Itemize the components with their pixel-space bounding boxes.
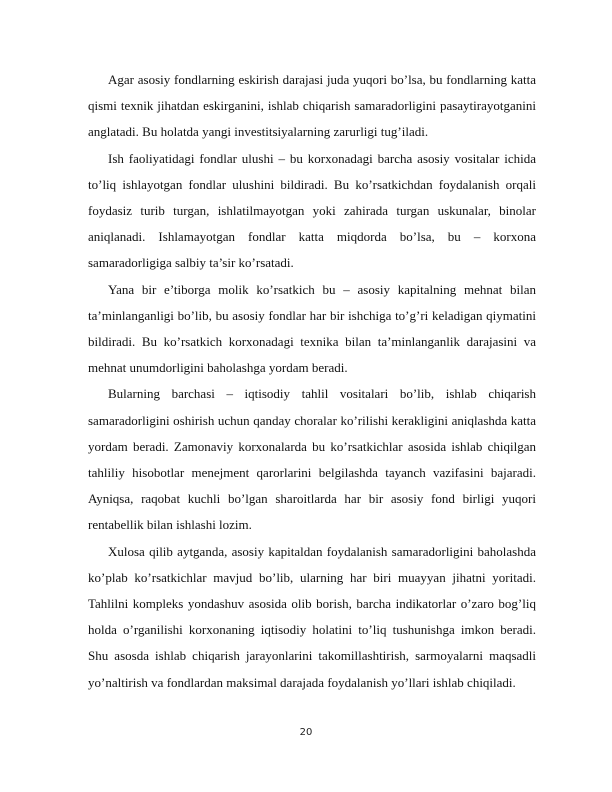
document-body	[88, 67, 536, 696]
paragraph-1: Agar asosiy fondlarning eskirish darajasi juda yuqori bo’lsa, bu fondlarning katta qismi texnik jihatdan eskirganini, ishlab chiqarish samaradorligini pasaytirayotganini anglatadi. Bu holatda yangi investitsiyalarning zarurligi tug’iladi.	[88, 72, 536, 140]
page-number: 20	[299, 727, 313, 738]
paragraph-2: Ish faoliyatidagi fondlar ulushi – bu korxonadagi barcha asosiy vositalar ichida to’liq ishlayotgan fondlar ulushini bildiradi. Bu ko’rsatkichdan foydalanish orqali foydasiz turib turgan, ishlatilmayotgan yoki zahirada turgan uskunalar, binolar aniqlanadi. Ishlamayotgan fondlar katta miqdorda bo’lsa, bu – korxona samaradorligiga salbiy ta’sir ko’rsatadi.	[88, 150, 536, 271]
paragraph-5: Xulosa qilib aytganda, asosiy kapitaldan foydalanish samaradorligini baholashda ko’plab ko’rsatkichlar mavjud bo’lib, ularning har biri muayyan jihatni yoritadi. Tahlilni kompleks yondashuv asosida olib borish, barcha indikatorlar o’zaro bog’liq holda o’rganilishi korxonaning iqtisodiy holatini to’liq tushunishga imkon beradi. Shu asosda ishlab chiqarish jarayonlarini takomillashtirish, sarmoyalarni maqsadli yo’naltirish va fondlardan maksimal darajada foydalanish yo’llari ishlab chiqiladi.	[88, 543, 536, 690]
paragraph-3: Yana bir e’tiborga molik ko’rsatkich bu – asosiy kapitalning mehnat bilan ta’minlanganligi bo’lib, bu asosiy fondlar har bir ishchiga to’g’ri keladigan qiymatini bildiradi. Bu ko’rsatkich korxonadagi texnika bilan ta’minlanganlik darajasini va mehnat unumdorligini baholashga yordam beradi.	[88, 281, 536, 376]
paragraph-4: Bularning barchasi – iqtisodiy tahlil vositalari bo’lib, ishlab chiqarish samaradorligini oshirish uchun qanday choralar ko’rilishi kerakligini aniqlashda katta yordam beradi. Zamonaviy korxonalarda bu ko’rsatkichlar asosida ishlab chiqilgan tahliliy hisobotlar menejment qarorlarini belgilashda tayanch vazifasini bajaradi. Ayniqsa, raqobat kuchli bo’lgan sharoitlarda har bir asosiy fond birligi yuqori rentabellik bilan ishlashi lozim.	[88, 386, 536, 533]
